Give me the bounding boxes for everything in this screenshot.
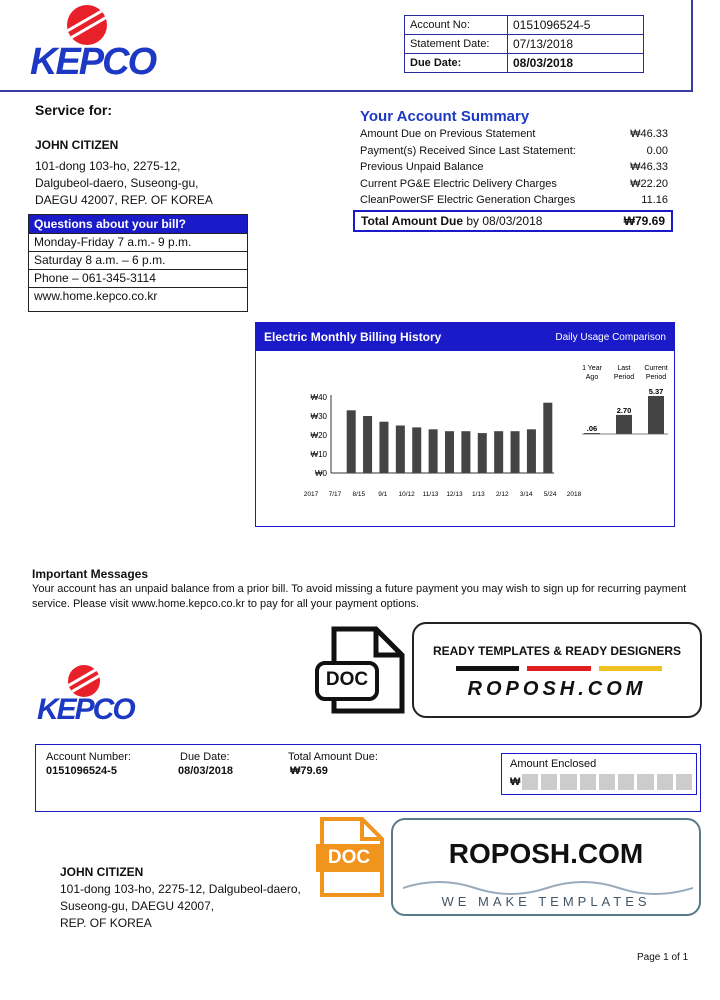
usage-bar [648, 396, 664, 434]
chart-title: Electric Monthly Billing History [264, 330, 442, 344]
logo-wordmark: KEPCO [37, 693, 134, 726]
messages-body: Your account has an unpaid balance from a prior bill. To avoid missing a future payment you may wish to sign up for recurring payment service. Please visit www.home.kepco.co.kr to pay for all your payment options. [32, 583, 687, 610]
summary-value: ₩22.20 [630, 177, 668, 190]
billing-bar [527, 429, 536, 473]
x-tick-label: 2/12 [495, 491, 509, 498]
summary-label: Current PG&E Electric Delivery Charges [360, 177, 557, 190]
watermark-stripes [456, 666, 662, 671]
y-tick-label: ₩40 [310, 393, 327, 402]
daily-usage-title: Daily Usage Comparison [555, 331, 666, 343]
summary-label: Payment(s) Received Since Last Statement: [360, 144, 576, 157]
logo-wordmark: KEPCO [30, 41, 156, 83]
doc-label: DOC [327, 847, 371, 868]
x-tick-label: 8/15 [352, 491, 366, 498]
due-date-value: 08/03/2018 [508, 54, 644, 73]
billing-bar [429, 429, 438, 473]
address-line: 101-dong 103-ho, 2275-12, [35, 159, 181, 173]
mail-name: JOHN CITIZEN [60, 865, 144, 879]
doc-label: DOC [325, 669, 369, 690]
watermark-banner-2 [391, 818, 701, 916]
billing-chart [256, 352, 674, 527]
phone-number: Phone – 061-345-3114 [29, 269, 247, 287]
summary-row [360, 194, 668, 211]
amount-enclosed-input[interactable] [522, 774, 692, 790]
page-number: Page 1 of 1 [637, 952, 689, 963]
summary-rows [360, 128, 668, 211]
usage-category-label: Last [617, 365, 631, 372]
billing-bar [396, 426, 405, 474]
total-due-box [353, 210, 673, 232]
watermark-site: ROPOSH.COM [467, 678, 647, 700]
billing-bar [363, 416, 372, 473]
billing-bar [347, 410, 356, 473]
x-tick-label: 5/24 [543, 491, 557, 498]
stub-total-label: Total Amount Due: [288, 751, 378, 763]
hours-saturday: Saturday 8 a.m. – 6 p.m. [29, 251, 247, 269]
y-tick-label: ₩0 [315, 469, 327, 478]
total-due-value: ₩79.69 [623, 214, 665, 228]
company-logo [30, 5, 180, 85]
billing-bar [379, 422, 388, 473]
x-tick-label: 9/1 [378, 491, 388, 498]
messages-title: Important Messages [32, 567, 149, 581]
billing-bar [412, 427, 421, 473]
billing-bar [445, 431, 454, 473]
x-tick-label: 10/12 [398, 491, 415, 498]
hours-weekday: Monday-Friday 7 a.m.- 9 p.m. [29, 233, 247, 251]
amount-enclosed-label: Amount Enclosed [510, 758, 597, 770]
watermark-slogan: WE MAKE TEMPLATES [441, 894, 651, 909]
billing-bar [478, 433, 487, 473]
x-tick-label: 11/13 [422, 491, 439, 498]
statement-date-value: 07/13/2018 [508, 35, 644, 54]
summary-label: Amount Due on Previous Statement [360, 128, 536, 140]
website-link[interactable]: www.home.kepco.co.kr [29, 287, 247, 311]
mailing-address [60, 864, 301, 932]
usage-category-label: Period [645, 374, 667, 381]
account-no-label: Account No: [405, 16, 508, 35]
stub-due-value: 08/03/2018 [178, 765, 234, 777]
watermark-site-2: ROPOSH.COM [448, 838, 644, 869]
billing-bar [461, 431, 470, 473]
doc-file-icon [314, 625, 406, 715]
mail-line: Suseong-gu, DAEGU 42007, [60, 899, 215, 913]
amount-enclosed-box [501, 753, 697, 795]
x-tick-label: 1/13 [472, 491, 485, 498]
total-due-label: Total Amount Due [361, 214, 463, 228]
billing-bar [543, 403, 552, 473]
summary-label: CleanPowerSF Electric Generation Charges [360, 194, 576, 206]
account-info-table [404, 15, 644, 73]
statement-date-row [405, 35, 644, 54]
watermark-banner [412, 622, 702, 718]
account-row [405, 16, 644, 35]
billing-history-panel [255, 322, 675, 527]
x-tick-label: 2017 [303, 491, 319, 498]
logo-emblem [67, 5, 107, 45]
address-line: DAEGU 42007, REP. OF KOREA [35, 193, 213, 207]
x-tick-label: 2018 [566, 491, 582, 498]
summary-title: Your Account Summary [360, 108, 530, 125]
usage-category-label: 1 Year [582, 365, 602, 372]
summary-value: ₩46.33 [630, 128, 668, 140]
stub-total-value: ₩79.69 [290, 765, 328, 777]
watermark-tagline: READY TEMPLATES & READY DESIGNERS [432, 644, 682, 658]
stub-account-value: 0151096524-5 [46, 765, 117, 777]
usage-category-label: Ago [585, 374, 599, 381]
x-tick-label: 12/13 [446, 491, 463, 498]
y-tick-label: ₩30 [310, 412, 327, 421]
payment-stub [35, 744, 701, 812]
usage-value-label: .06 [586, 424, 598, 433]
statement-date-label: Statement Date: [405, 35, 508, 54]
stub-due-label: Due Date: [180, 751, 230, 763]
y-tick-label: ₩20 [310, 431, 327, 440]
address-line: Dalgubeol-daero, Suseong-gu, [35, 176, 199, 190]
chart-header [256, 323, 674, 351]
customer-address [35, 158, 213, 209]
account-no-value: 0151096524-5 [508, 16, 644, 35]
company-logo-bottom [37, 665, 157, 730]
summary-value: 11.16 [641, 194, 668, 206]
y-tick-label: ₩10 [310, 450, 327, 459]
amount-enclosed-currency: ₩ [510, 776, 521, 788]
mail-line: 101-dong 103-ho, 2275-12, Dalgubeol-daero, [60, 882, 301, 896]
x-tick-label: 3/14 [519, 491, 533, 498]
summary-row [360, 178, 668, 195]
mail-line: REP. OF KOREA [60, 916, 152, 930]
x-tick-label: 7/17 [328, 491, 342, 498]
usage-bar [616, 415, 632, 434]
summary-value: 0.00 [646, 144, 668, 157]
due-date-label: Due Date: [405, 54, 508, 73]
stub-account-label: Account Number: [46, 751, 131, 763]
usage-category-label: Current [644, 365, 668, 372]
questions-box [28, 214, 248, 312]
summary-value: ₩46.33 [630, 161, 668, 173]
summary-label: Previous Unpaid Balance [360, 161, 484, 173]
usage-value-label: 5.37 [648, 387, 664, 396]
summary-row [360, 128, 668, 145]
customer-name: JOHN CITIZEN [35, 138, 119, 152]
doc-file-icon-orange [314, 816, 386, 898]
service-heading: Service for: [35, 102, 113, 118]
summary-row [360, 161, 668, 178]
total-due-by: by 08/03/2018 [466, 214, 543, 228]
billing-bar [494, 431, 503, 473]
usage-category-label: Period [613, 374, 635, 381]
billing-bar [511, 431, 520, 473]
usage-value-label: 2.70 [616, 405, 632, 415]
total-due-label-group [361, 214, 542, 228]
questions-header: Questions about your bill? [29, 215, 247, 233]
due-date-row [405, 54, 644, 73]
watermark-wave [403, 876, 693, 896]
summary-row [360, 145, 668, 162]
